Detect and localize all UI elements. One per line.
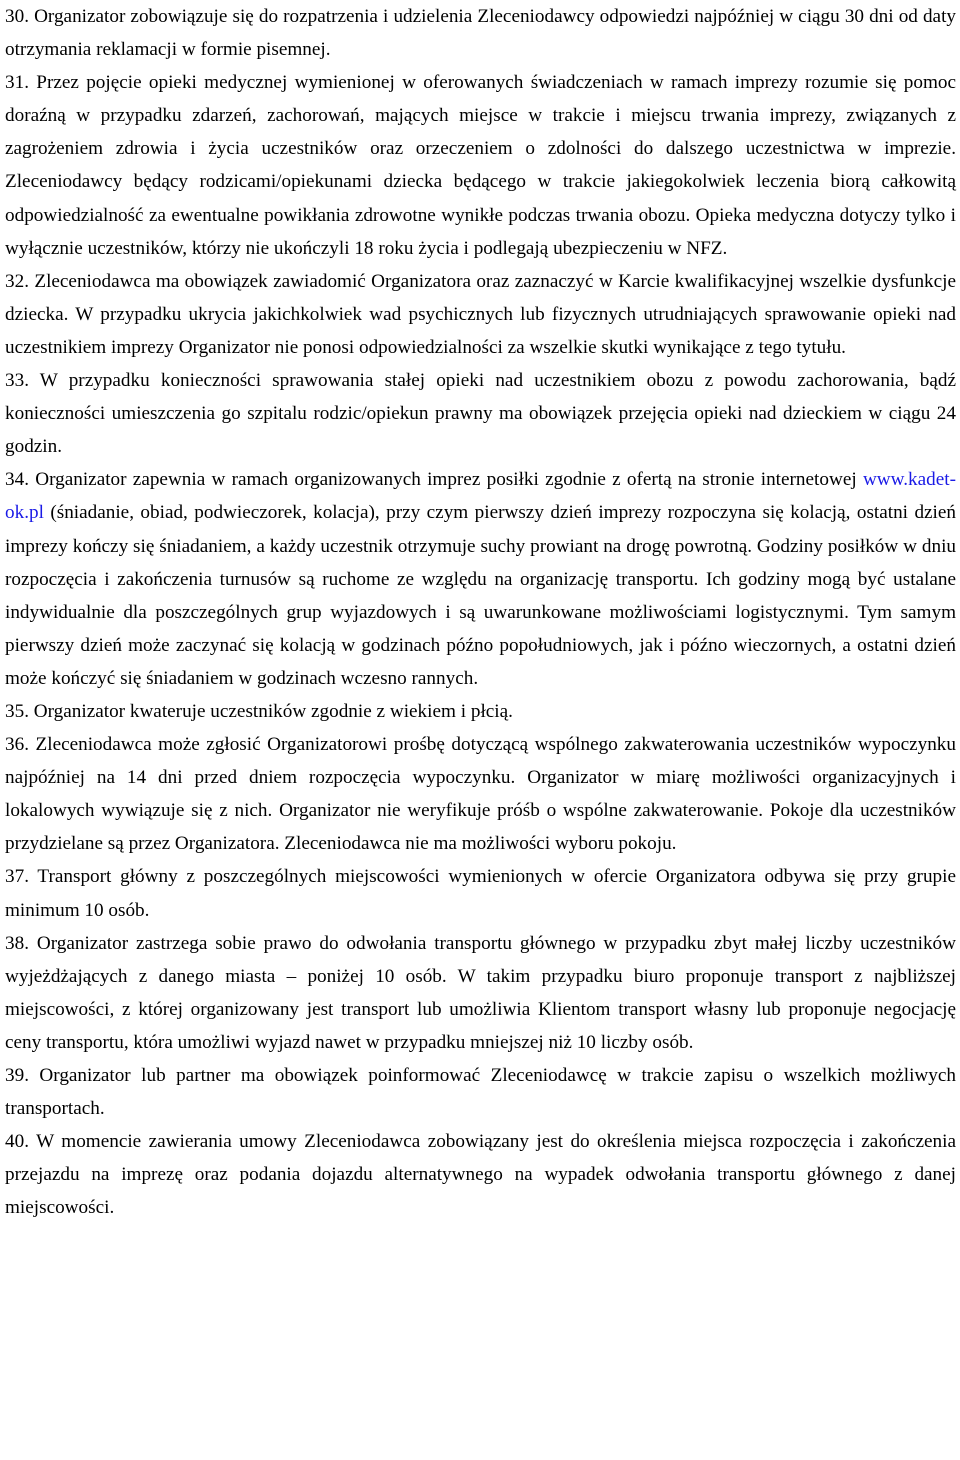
- paragraph-37: 37. Transport główny z poszczególnych miejscowości wymienionych w ofercie Organizatora odbywa się przy grupie minimum 10 osób.: [5, 866, 956, 921]
- paragraph-33: 33. W przypadku konieczności sprawowania stałej opieki nad uczestnikiem obozu z powodu zachorowania, bądź konieczności umieszczenia go szpitalu rodzic/opiekun prawny ma obowiązek przejęcia opieki nad dzieckiem w ciągu 24 godzin.: [5, 370, 956, 458]
- paragraph-34: [5, 463, 956, 695]
- paragraph-32: 32. Zleceniodawca ma obowiązek zawiadomić Organizatora oraz zaznaczyć w Karcie kwalifikacyjnej wszelkie dysfunkcje dziecka. W przypadku ukrycia jakichkolwiek wad psychicznych lub fizycznych utrudniających sprawowanie opieki nad uczestnikiem imprezy Organizator nie ponosi odpowiedzialności za wszelkie skutki wynikające z tego tytułu.: [5, 270, 956, 358]
- paragraph-34-before: 34. Organizator zapewnia w ramach organizowanych imprez posiłki zgodnie z ofertą na stronie internetowej: [5, 469, 863, 491]
- paragraph-39: 39. Organizator lub partner ma obowiązek poinformować Zleceniodawcę w trakcie zapisu o wszelkich możliwych transportach.: [5, 1065, 956, 1120]
- paragraph-36: 36. Zleceniodawca może zgłosić Organizatorowi prośbę dotyczącą wspólnego zakwaterowania uczestników wypoczynku najpóźniej na 14 dni przed dniem rozpoczęcia wypoczynku. Organizator w miarę możliwości organizacyjnych i lokalowych wywiązuje się z nich. Organizator nie weryfikuje próśb o wspólne zakwaterowanie. Pokoje dla uczestników przydzielane są przez Organizatora. Zleceniodawca nie ma możliwości wyboru pokoju.: [5, 734, 956, 855]
- paragraph-30: 30. Organizator zobowiązuje się do rozpatrzenia i udzielenia Zleceniodawcy odpowiedzi najpóźniej w ciągu 30 dni od daty otrzymania reklamacji w formie pisemnej.: [5, 6, 956, 61]
- paragraph-34-after: (śniadanie, obiad, podwieczorek, kolacja), przy czym pierwszy dzień imprezy rozpoczyna się kolacją, ostatni dzień imprezy kończy się śniadaniem, a każdy uczestnik otrzymuje suchy prowiant na drogę powrotną. Godziny posiłków w dniu rozpoczęcia i zakończenia turnusów są ruchome ze względu na organizację transportu. Ich godziny mogą być ustalane indywidualnie dla poszczególnych grup wyjazdowych i są uwarunkowane możliwościami logistycznymi. Tym samym pierwszy dzień może zaczynać się kolacją w godzinach późno popołudniowych, jak i późno wieczornych, a ostatni dzień może kończyć się śniadaniem w godzinach wczesno rannych.: [5, 502, 956, 689]
- paragraph-35: 35. Organizator kwateruje uczestników zgodnie z wiekiem i płcią.: [5, 700, 513, 722]
- paragraph-31: 31. Przez pojęcie opieki medycznej wymienionej w oferowanych świadczeniach w ramach imprezy rozumie się pomoc doraźną w przypadku zdarzeń, zachorowań, mających miejsce w trakcie i miejscu trwania imprezy, związanych z zagrożeniem zdrowia i życia uczestników oraz orzeczeniem o zdolności do dalszego uczestnictwa w imprezie. Zleceniodawcy będący rodzicami/opiekunami dziecka będącego w trakcie jakiegokolwiek leczenia biorą całkowitą odpowiedzialność za ewentualne powikłania zdrowotne wynikłe podczas trwania obozu. Opieka medyczna dotyczy tylko i wyłącznie uczestników, którzy nie ukończyli 18 roku życia i podlegają ubezpieczeniu w NFZ.: [5, 72, 956, 259]
- paragraph-40: 40. W momencie zawierania umowy Zleceniodawca zobowiązany jest do określenia miejsca rozpoczęcia i zakończenia przejazdu na imprezę oraz podania dojazdu alternatywnego na wypadek odwołania transportu głównego z danej miejscowości.: [5, 1131, 956, 1219]
- paragraph-38: 38. Organizator zastrzega sobie prawo do odwołania transportu głównego w przypadku zbyt małej liczby uczestników wyjeżdżających z danego miasta – poniżej 10 osób. W takim przypadku biuro proponuje transport z najbliższej miejscowości, z której organizowany jest transport lub umożliwia Klientom transport własny lub proponuje negocjację ceny transportu, która umożliwi wyjazd nawet w przypadku mniejszej niż 10 liczby osób.: [5, 932, 956, 1053]
- website-link[interactable]: www.kadet-ok.pl: [5, 469, 956, 524]
